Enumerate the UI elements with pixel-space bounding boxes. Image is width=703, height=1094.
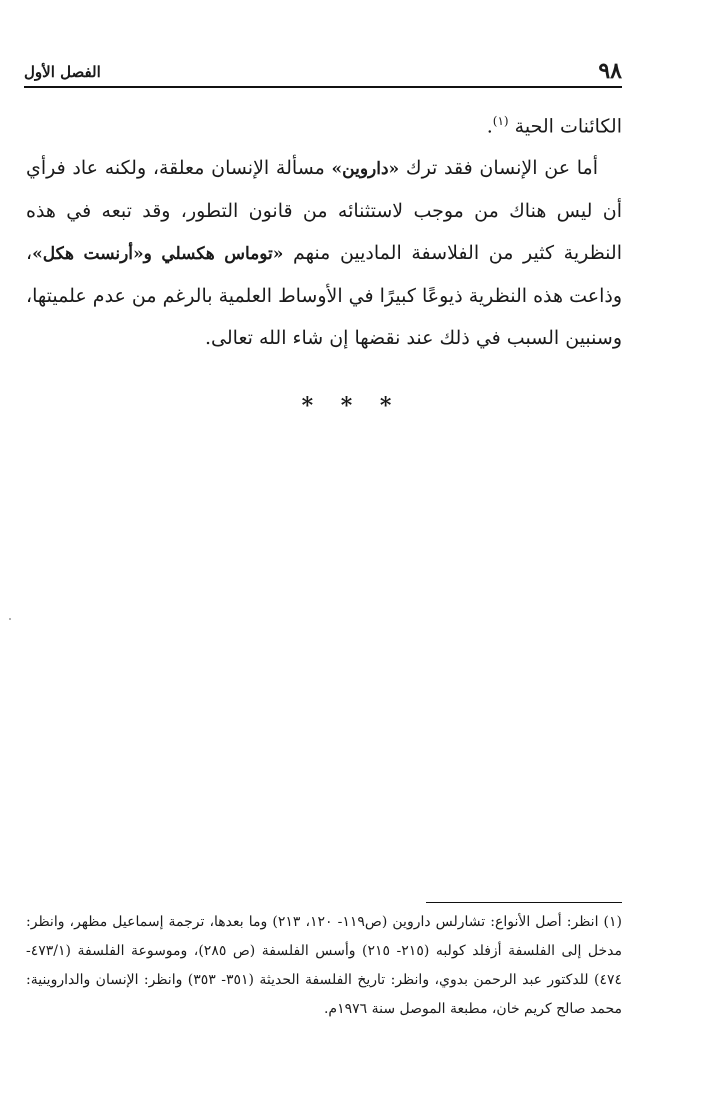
paragraph-2-part-c: ، وذاعت هذه النظرية ذيوعًا كبيرًا في الأوساط العلمية بالرغم من عدم علميتها، وسنبين السبب في ذلك عند نقضها إن شاء الله تعالى. bbox=[26, 242, 622, 350]
paragraph-2-part-b: مسألة الإنسان معلقة، ولكنه عاد فرأي أن ليس هناك من موجب لاستثنائه من قانون التطور، وقد تبعه في هذه النظرية كثير من الفلاسفة الماديين منهم bbox=[26, 157, 622, 265]
footnote-reference: (١) bbox=[492, 114, 509, 128]
paragraph-1-text: الكائنات الحية bbox=[514, 115, 622, 138]
footnotes bbox=[26, 908, 622, 1024]
quoted-darwin: «داروين» bbox=[331, 159, 400, 180]
footnote-1: (١) انظر: أصل الأنواع: تشارلس داروين (ص١١٩- ١٢٠، ٢١٣) وما بعدها، ترجمة إسماعيل مظهر، وانظر: مدخل إلى الفلسفة أزفلد كولبه (٢١٥- ٢١٥) وأسس الفلسفة (ص ٢٨٥)، وموسوعة الفلسفة (٤٧٣/١- ٤٧٤) للدكتور عبد الرحمن بدوي، وانظر: تاريخ الفلسفة الحديثة (٣٥١- ٣٥٣) وانظر: الإنسان والداروينية: محمد صالح كريم خان، مطبعة الموصل سنة ١٩٧٦م. bbox=[26, 914, 623, 1017]
main-text bbox=[26, 100, 622, 359]
chapter-title: الفصل الأول bbox=[24, 63, 101, 81]
scan-speck bbox=[9, 618, 11, 620]
paragraph-2-part-a: أما عن الإنسان فقد ترك bbox=[399, 157, 599, 180]
section-separator: * * * bbox=[301, 393, 402, 419]
page-number: ٩٨ bbox=[598, 58, 622, 84]
page-header bbox=[24, 56, 622, 88]
quoted-huxley-haeckel: «توماس هكسلي و«أرنست هكل» bbox=[32, 244, 284, 265]
paragraph-2 bbox=[26, 147, 622, 359]
paragraph-1 bbox=[26, 100, 622, 147]
footnote-divider bbox=[426, 902, 622, 903]
paragraph-1-end: . bbox=[486, 115, 493, 138]
